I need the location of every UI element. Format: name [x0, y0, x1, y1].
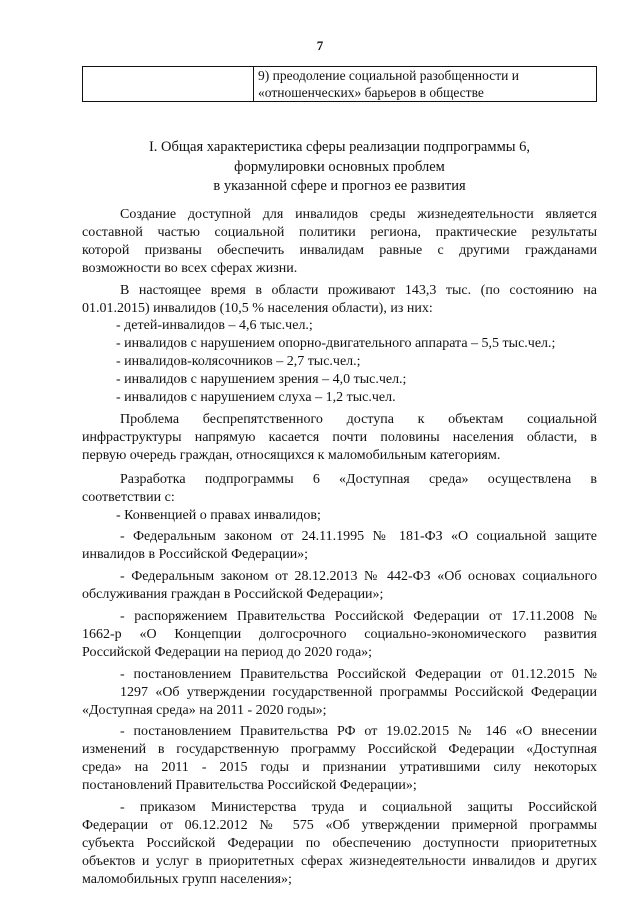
paragraph-line: «Доступная среда» на 2011 - 2020 годы»;: [82, 702, 327, 718]
paragraph-line: постановлений Правительства Российской Федерации»;: [82, 778, 417, 794]
list-item: - Конвенцией о правах инвалидов;: [116, 507, 321, 523]
paragraph-line: 01.01.2015) инвалидов (10,5 % населения области), из них:: [82, 300, 433, 316]
paragraph-line: возможности во всех сферах жизни.: [82, 260, 298, 276]
paragraph-line: субъекта Российской Федерации по обеспечению доступности приоритетных: [82, 835, 597, 851]
paragraph-line: которой призваны обеспечить инвалидам равные с другими гражданами: [82, 242, 597, 258]
table-cell-line: «отношенческих» барьеров в обществе: [258, 85, 484, 100]
list-item: - инвалидов с нарушением опорно-двигательного аппарата – 5,5 тыс.чел.;: [116, 336, 556, 352]
paragraph-line: изменений в государственную программу Российской Федерации «Доступная: [82, 742, 597, 758]
paragraph-line: инвалидов в Российской Федерации»;: [82, 547, 309, 563]
paragraph-line: маломобильных групп населения»;: [82, 871, 292, 887]
paragraph-line: - постановлением Правительства РФ от 19.02.2015 № 146 «О внесении: [120, 724, 597, 740]
paragraph-line: Российской Федерации на период до 2020 года»;: [82, 644, 373, 660]
paragraph-line: первую очередь граждан, относящихся к маломобильным категориям.: [82, 447, 501, 463]
paragraph-line: 1662-р «О Концепции долгосрочного социально-экономического развития: [82, 626, 597, 642]
table-cell-left: [83, 67, 254, 102]
section-heading: [82, 138, 597, 197]
continuation-table: [82, 66, 597, 102]
paragraph-line: среда» на 2011 - 2015 годы и признании утратившими силу некоторых: [82, 760, 597, 776]
paragraph-line: В настоящее время в области проживают 143,3 тыс. (по состоянию на: [120, 282, 597, 298]
paragraph-line: соответствии с:: [82, 489, 175, 505]
paragraph-line: - Федеральным законом от 28.12.2013 № 442-ФЗ «Об основах социального: [120, 569, 597, 585]
document-body: [82, 206, 597, 889]
paragraph-line: 1297 «Об утверждении государственной программы Российской Федерации: [120, 684, 597, 700]
paragraph-line: составной частью социальной политики региона, практические результаты: [82, 224, 597, 240]
paragraph-line: инфраструктуры напрямую касается почти половины населения области, в: [82, 429, 597, 445]
paragraph-line: обслуживания граждан в Российской Федерации»;: [82, 587, 384, 603]
heading-line: в указанной сфере и прогноз ее развития: [213, 178, 466, 194]
list-item: - инвалидов с нарушением зрения – 4,0 тыс.чел.;: [116, 372, 407, 388]
paragraph-line: Проблема беспрепятственного доступа к объектам социальной: [120, 411, 597, 427]
paragraph-line: - Федеральным законом от 24.11.1995 № 181-ФЗ «О социальной защите: [120, 529, 597, 545]
list-item: - детей-инвалидов – 4,6 тыс.чел.;: [116, 318, 313, 334]
heading-line: формулировки основных проблем: [234, 158, 445, 175]
paragraph-line: Создание доступной для инвалидов среды жизнедеятельности является: [120, 207, 597, 222]
page-number: 7: [316, 38, 324, 53]
heading-line: I. Общая характеристика сферы реализации подпрограммы 6,: [148, 139, 531, 155]
paragraph-line: Федерации от 06.12.2012 № 575 «Об утверждении примерной программы: [82, 818, 597, 833]
paragraph-line: - приказом Министерства труда и социальной защиты Российской: [120, 800, 597, 816]
table-cell-right: [254, 67, 597, 102]
table-cell-line: 9) преодоление социальной разобщенности и: [258, 68, 519, 83]
table-row: [83, 67, 597, 102]
list-item: - инвалидов-колясочников – 2,7 тыс.чел.;: [116, 354, 361, 370]
list-item: - инвалидов с нарушением слуха – 1,2 тыс.чел.: [116, 390, 396, 406]
paragraph-line: - распоряжением Правительства Российской Федерации от 17.11.2008 №: [120, 609, 597, 625]
paragraph-line: - постановлением Правительства Российской Федерации от 01.12.2015 №: [120, 666, 597, 682]
paragraph-line: объектов и услуг в приоритетных сферах жизнедеятельности инвалидов и других: [82, 853, 597, 869]
paragraph-line: Разработка подпрограммы 6 «Доступная среда» осуществлена в: [120, 471, 597, 487]
